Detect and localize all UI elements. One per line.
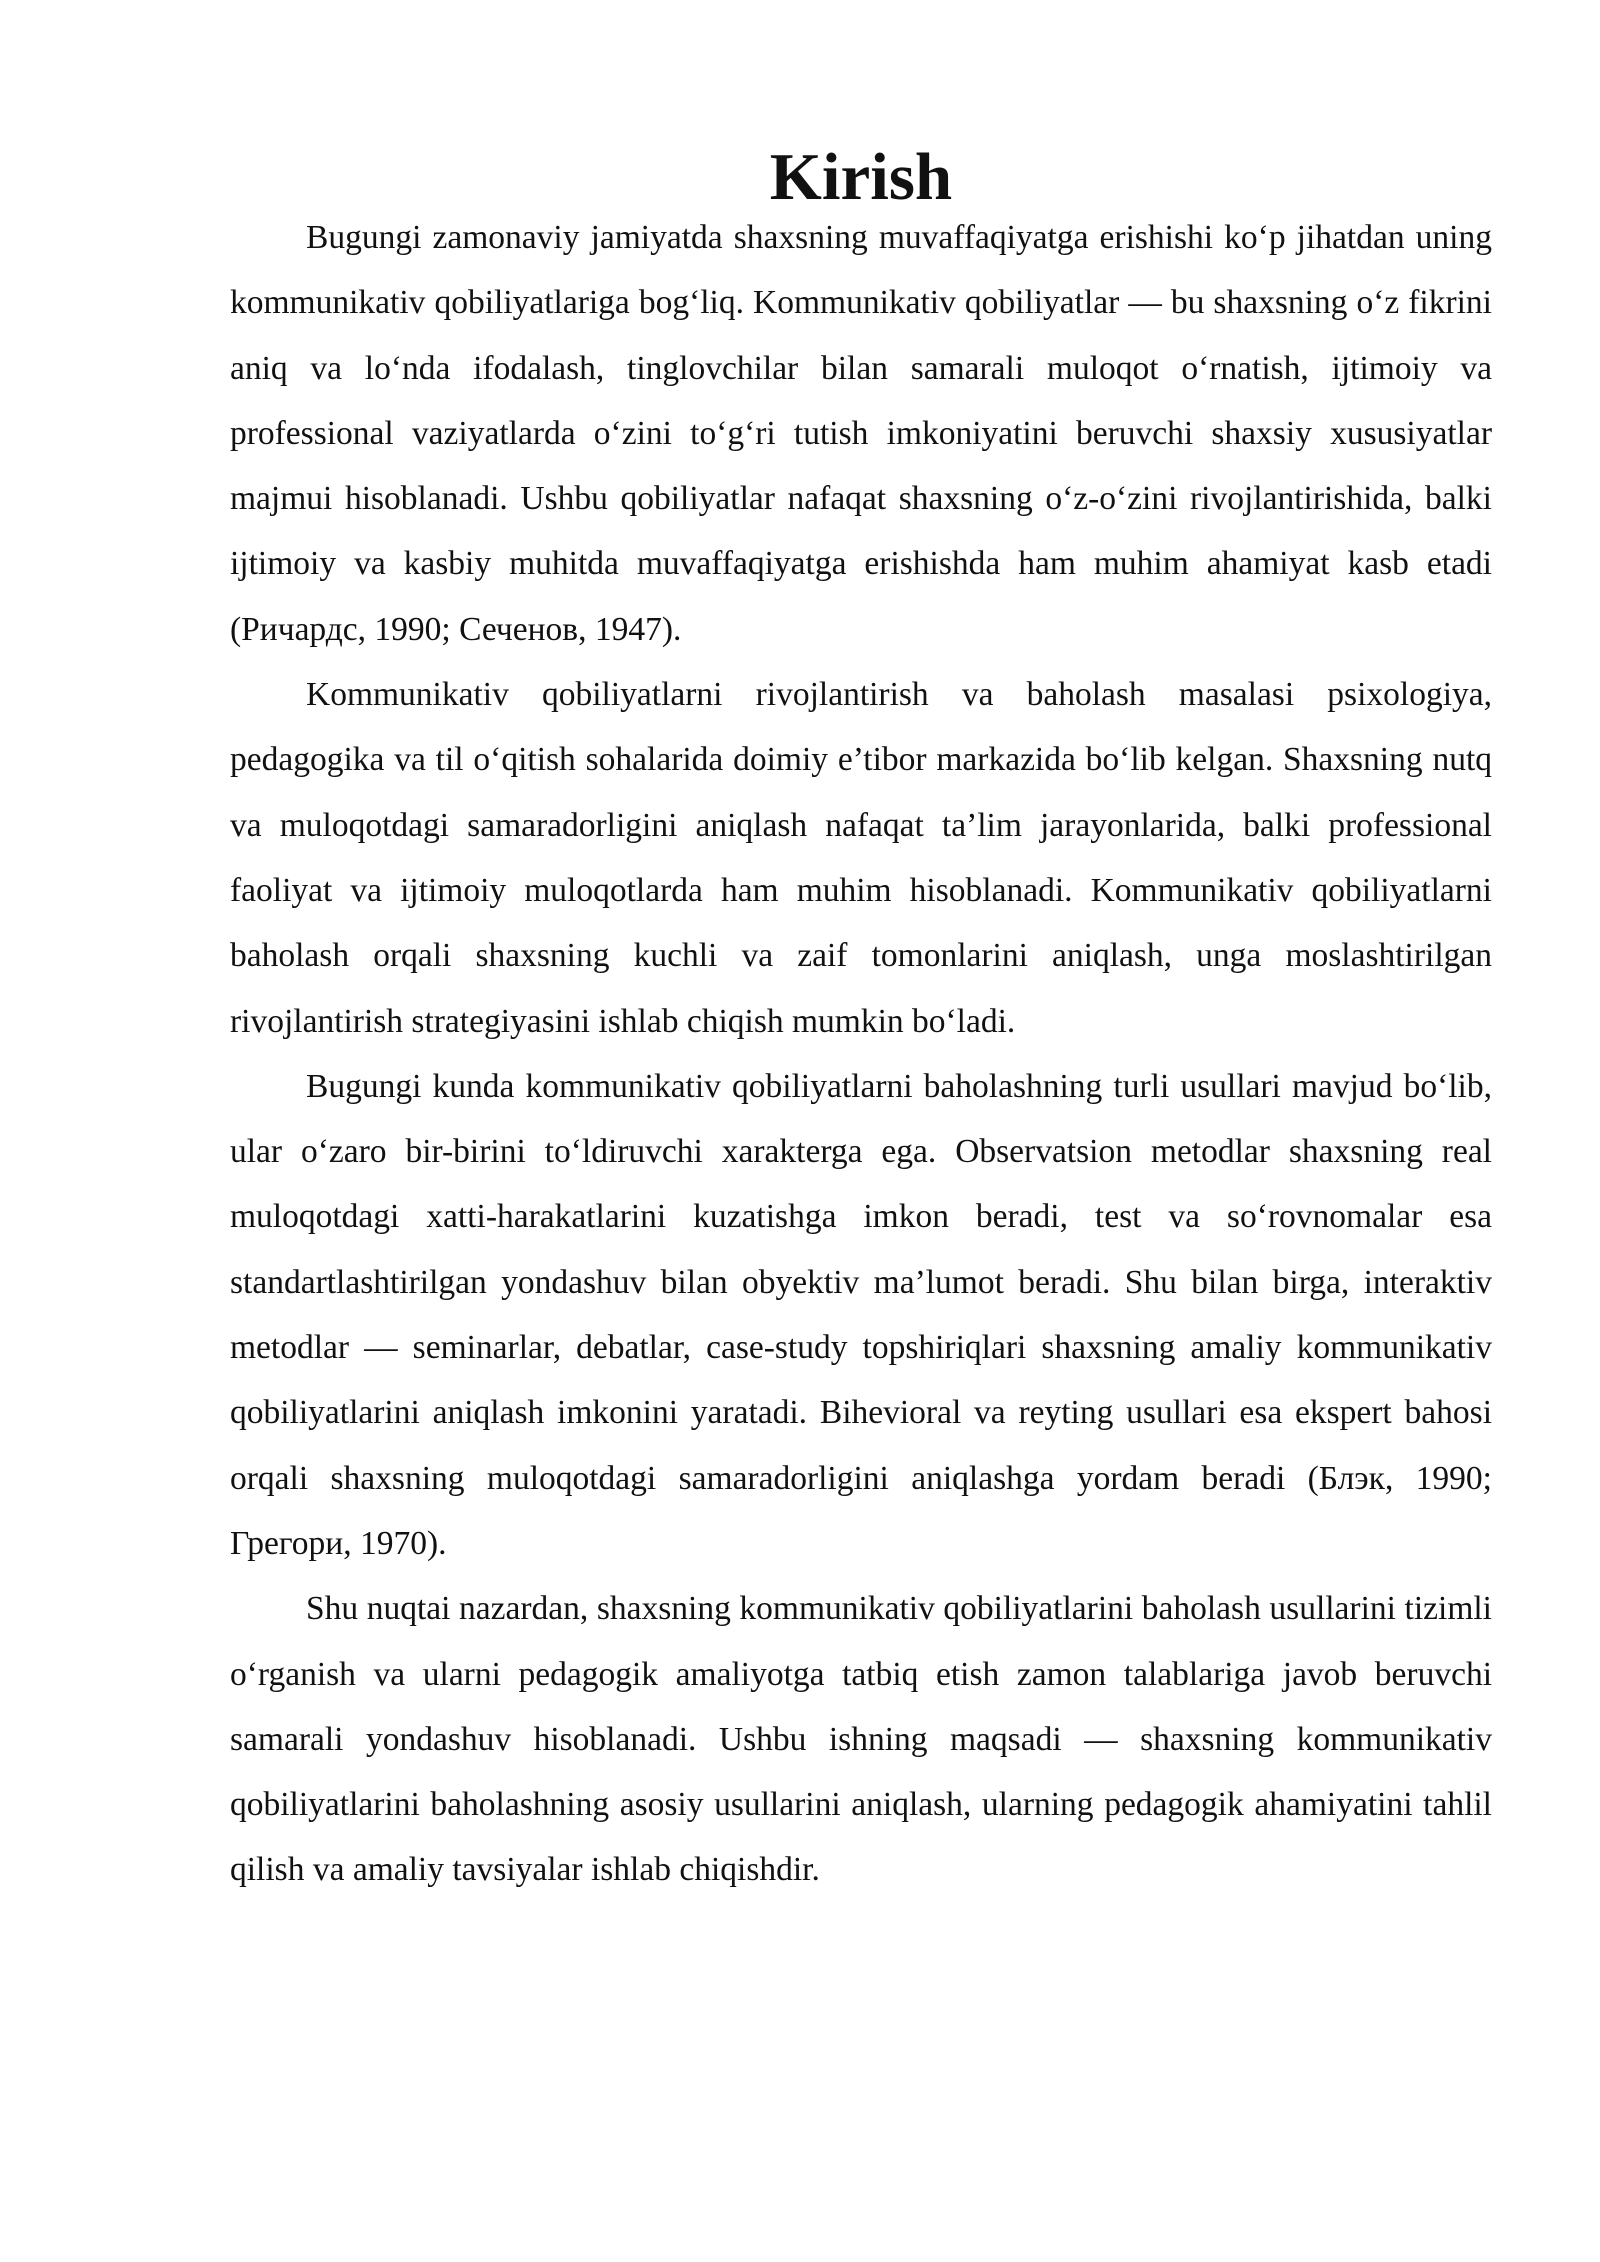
paragraph-2: Kommunikativ qobiliyatlarni rivojlantirish va baholash masalasi psixologiya, pedagogika va til o‘qitish sohalarida doimiy e’tibor markazida bo‘lib kelgan. Shaxsning nutq va muloqotdagi samaradorligini aniqlash nafaqat ta’lim jarayonlarida, balki professional faoliyat va ijtimoiy muloqotlarda ham muhim hisoblanadi. Kommunikativ qobiliyatlarni baholash orqali shaxsning kuchli va zaif tomonlarini aniqlash, unga moslashtirilgan rivojlantirish strategiyasini ishlab chiqish mumkin bo‘ladi.: [230, 676, 1492, 1040]
page-title: Kirish: [769, 140, 953, 214]
paragraph-1: Bugungi zamonaviy jamiyatda shaxsning muvaffaqiyatga erishishi ko‘p jihatdan uning kommunikativ qobiliyatlariga bog‘liq. Kommunikativ qobiliyatlar — bu shaxsning o‘z fikrini aniq va lo‘nda ifodalash, tinglovchilar bilan samarali muloqot o‘rnatish, ijtimoiy va professional vaziyatlarda o‘zini to‘g‘ri tutish imkoniyatini beruvchi shaxsiy xususiyatlar majmui hisoblanadi. Ushbu qobiliyatlar nafaqat shaxsning o‘z-o‘zini rivojlantirishida, balki ijtimoiy va kasbiy muhitda muvaffaqiyatga erishishda ham muhim ahamiyat kasb etadi (Ричардс, 1990; Сеченов, 1947).: [230, 219, 1492, 648]
document-page: [230, 140, 1492, 1903]
paragraph-3: Bugungi kunda kommunikativ qobiliyatlarni baholashning turli usullari mavjud bo‘lib, ular o‘zaro bir-birini to‘ldiruvchi xarakterga ega. Observatsion metodlar shaxsning real muloqotdagi xatti-harakatlarini kuzatishga imkon beradi, test va so‘rovnomalar esa standartlashtirilgan yondashuv bilan obyektiv ma’lumot beradi. Shu bilan birga, interaktiv metodlar — seminarlar, debatlar, case-study topshiriqlari shaxsning amaliy kommunikativ qobiliyatlarini aniqlash imkonini yaratadi. Bihevioral va reyting usullari esa ekspert bahosi orqali shaxsning muloqotdagi samaradorligini aniqlashga yordam beradi (Блэк, 1990; Грегори, 1970).: [230, 1067, 1492, 1562]
paragraph-4: Shu nuqtai nazardan, shaxsning kommunikativ qobiliyatlarini baholash usullarini tizimli o‘rganish va ularni pedagogik amaliyotga tatbiq etish zamon talablariga javob beruvchi samarali yondashuv hisoblanadi. Ushbu ishning maqsadi — shaxsning kommunikativ qobiliyatlarini baholashning asosiy usullarini aniqlash, ularning pedagogik ahamiyatini tahlil qilish va amaliy tavsiyalar ishlab chiqishdir.: [230, 1590, 1492, 1889]
